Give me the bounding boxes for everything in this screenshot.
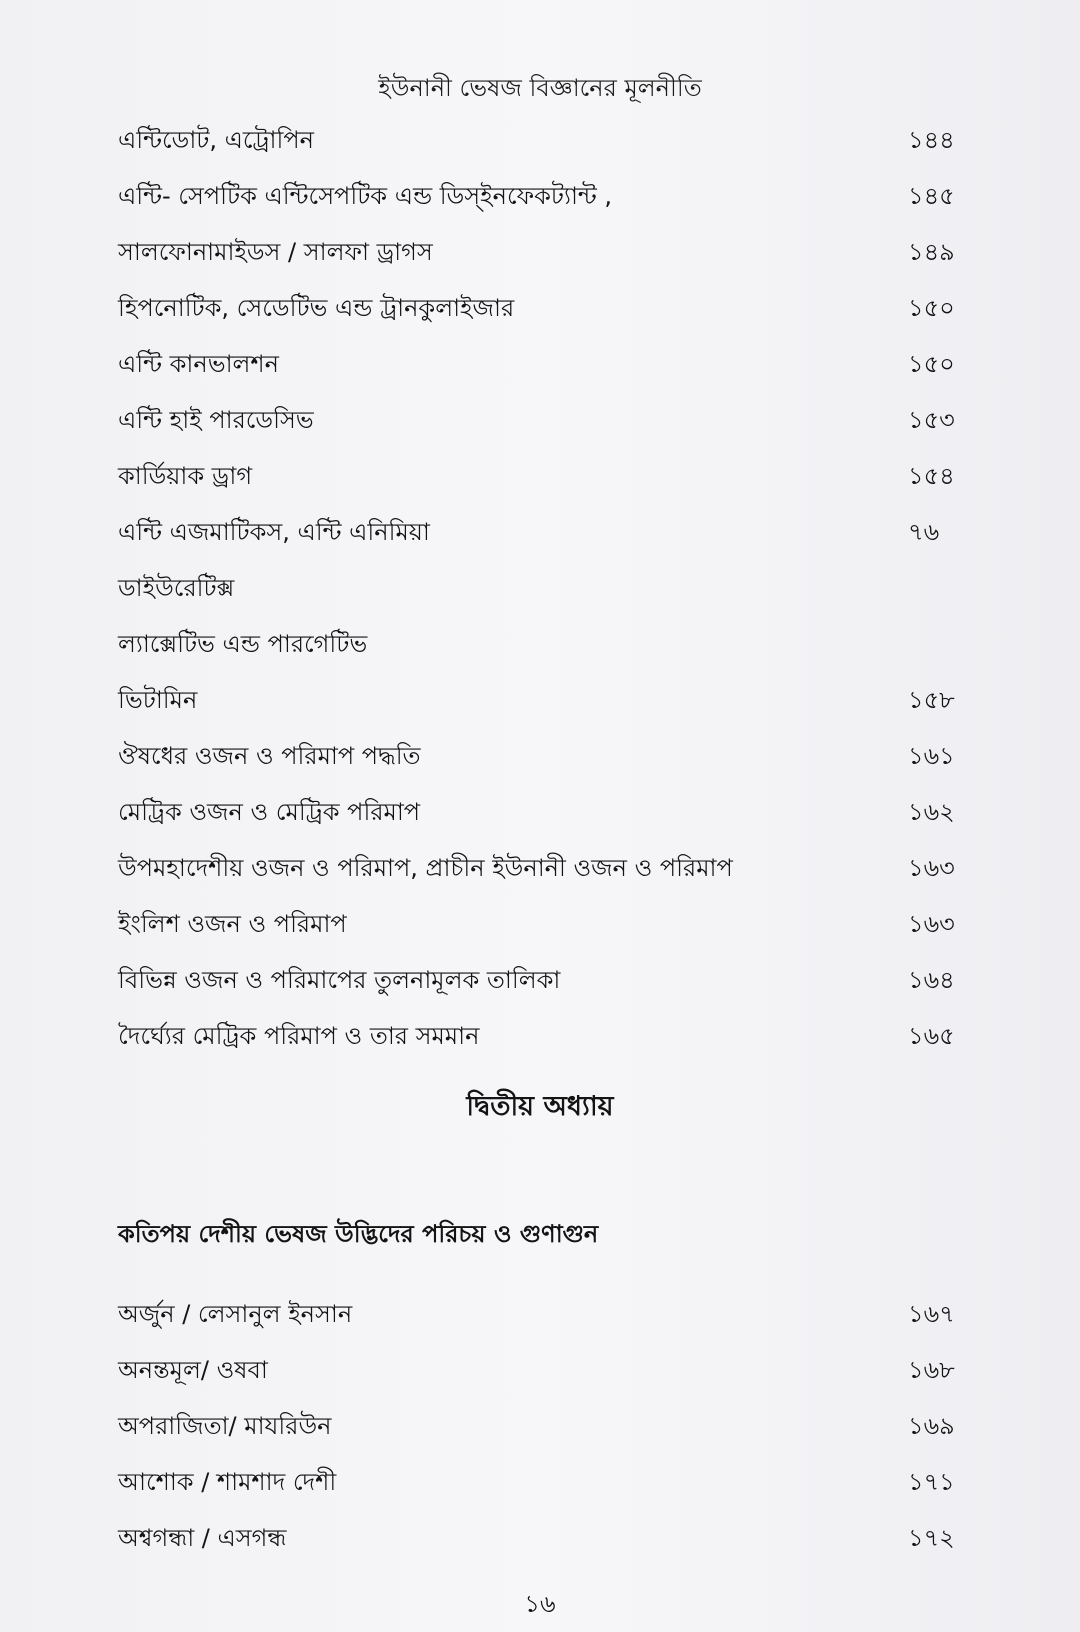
toc-page-number: ১৬১: [908, 742, 955, 770]
toc-title: এন্টি হাই পারডেসিভ: [118, 406, 314, 434]
toc-title: এন্টিডোট, এট্রোপিন: [118, 126, 314, 154]
toc-title: ল্যাক্সেটিভ এন্ড পারগেটিভ: [118, 630, 368, 658]
toc-row: [118, 952, 958, 1008]
toc-row: [118, 1510, 958, 1566]
toc-title: ভিটামিন: [118, 686, 198, 714]
toc-row: [118, 504, 958, 560]
toc-page-number: ১৭২: [908, 1524, 955, 1552]
toc-page-number: ১৪৪: [908, 126, 955, 154]
section-heading: কতিপয় দেশীয় ভেষজ উদ্ভিদের পরিচয় ও গুণাগুন: [118, 1220, 599, 1248]
toc-title: এন্টি এজমাটিকস, এন্টি এনিমিয়া: [118, 518, 430, 546]
toc-title: অর্জুন / লেসানুল ইনসান: [118, 1300, 353, 1328]
toc-title: ডাইউরেটিক্স: [118, 574, 235, 602]
toc-page-number: ১৫৩: [908, 406, 955, 434]
toc-title: অনন্তমূল/ ওষবা: [118, 1356, 268, 1384]
toc-page-number: ১৫০: [908, 350, 955, 378]
toc-page-number: ১৬৩: [908, 910, 955, 938]
toc-row: [118, 448, 958, 504]
running-head: ইউনানী ভেষজ বিজ্ঞানের মূলনীতি: [378, 74, 702, 102]
toc-row: [118, 672, 958, 728]
toc-page-number: ১৫৪: [908, 462, 955, 490]
toc-title: দৈর্ঘ্যের মেট্রিক পরিমাপ ও তার সমমান: [118, 1022, 480, 1050]
toc-page-number: ১৭১: [908, 1468, 955, 1496]
toc-title: ঔষধের ওজন ও পরিমাপ পদ্ধতি: [118, 742, 421, 770]
toc-page-number: ১৫৮: [908, 686, 955, 714]
toc-title: বিভিন্ন ওজন ও পরিমাপের তুলনামূলক তালিকা: [118, 966, 561, 994]
toc-row: [118, 728, 958, 784]
toc-title: ইংলিশ ওজন ও পরিমাপ: [118, 910, 347, 938]
toc-row: [118, 392, 958, 448]
toc-title: এন্টি কানভালশন: [118, 350, 279, 378]
toc-page-number: ১৬৯: [908, 1412, 955, 1440]
toc-row: [118, 1008, 958, 1064]
toc-row: [118, 560, 958, 616]
toc-page-number: ১৬৪: [908, 966, 955, 994]
toc-page-number: ১৬৭: [908, 1300, 955, 1328]
toc-list-part2: [118, 1286, 958, 1566]
toc-page-number: ১৪৯: [908, 238, 955, 266]
toc-row: [118, 1342, 958, 1398]
toc-row: [118, 336, 958, 392]
toc-title: অশ্বগন্ধা / এসগন্ধ: [118, 1524, 287, 1552]
toc-title: মেট্রিক ওজন ও মেট্রিক পরিমাপ: [118, 798, 421, 826]
toc-row: [118, 224, 958, 280]
toc-page-number: ৭৬: [908, 518, 940, 546]
toc-page-number: ১৬৮: [908, 1356, 955, 1384]
toc-row: [118, 784, 958, 840]
toc-page-number: ১৪৫: [908, 182, 955, 210]
toc-page-number: ১৬৫: [908, 1022, 955, 1050]
toc-row: [118, 1286, 958, 1342]
toc-title: উপমহাদেশীয় ওজন ও পরিমাপ, প্রাচীন ইউনানী ওজন ও পরিমাপ: [118, 854, 733, 882]
toc-title: সালফোনামাইডস / সালফা ড্রাগস: [118, 238, 433, 266]
page-number-footer: ১৬: [524, 1590, 556, 1618]
toc-row: [118, 840, 958, 896]
chapter-heading: দ্বিতীয় অধ্যায়: [466, 1091, 614, 1122]
toc-list-part1: [118, 112, 958, 1064]
toc-row: [118, 616, 958, 672]
toc-title: কার্ডিয়াক ড্রাগ: [118, 462, 253, 490]
toc-row: [118, 1454, 958, 1510]
toc-title: এন্টি- সেপটিক এন্টিসেপটিক এন্ড ডিস্ইনফেকট্যান্ট ,: [118, 182, 613, 210]
toc-row: [118, 1398, 958, 1454]
toc-page-number: ১৬২: [908, 798, 955, 826]
toc-page-number: ১৫০: [908, 294, 955, 322]
toc-title: অপরাজিতা/ মাযরিউন: [118, 1412, 332, 1440]
toc-row: [118, 112, 958, 168]
toc-title: হিপনোটিক, সেডেটিভ এন্ড ট্রানকুলাইজার: [118, 294, 515, 322]
toc-row: [118, 896, 958, 952]
toc-row: [118, 168, 958, 224]
toc-page-number: ১৬৩: [908, 854, 955, 882]
toc-row: [118, 280, 958, 336]
toc-title: আশোক / শামশাদ দেশী: [118, 1468, 337, 1496]
